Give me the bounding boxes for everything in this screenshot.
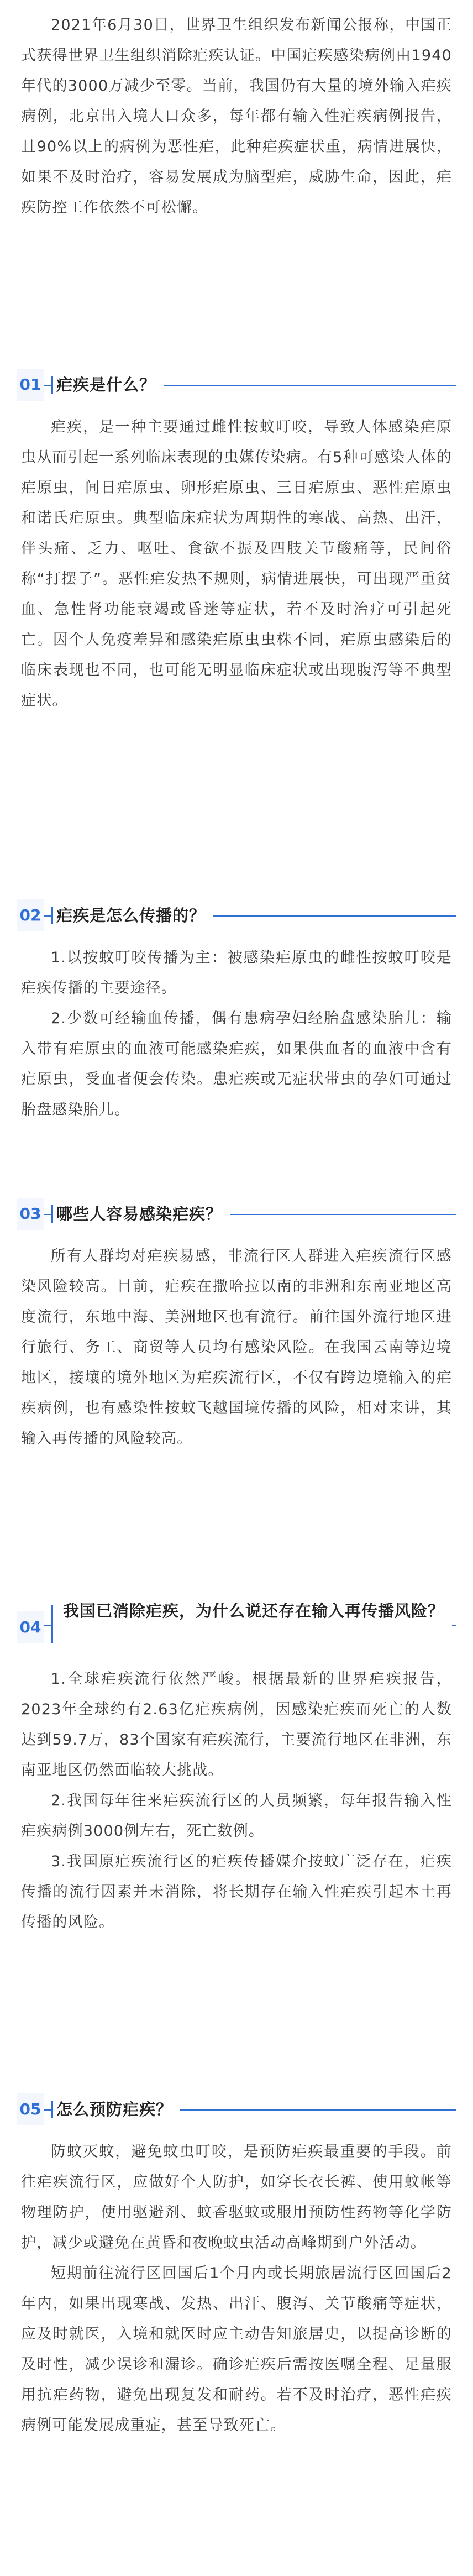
section-header [17,2092,456,2128]
section-paragraph: 1.以按蚊叮咬传播为主：被感染疟原虫的雌性按蚊叮咬是疟疾传播的主要途径。 [21,949,452,997]
section-paragraph: 疟疾，是一种主要通过雌性按蚊叮咬，导致人体感染疟原虫从而引起一系列临床表现的虫媒传染病。有5种可感染人体的疟原虫，间日疟原虫、卵形疟原虫、三日疟原虫、恶性疟原虫和诺氏疟原虫。典型临床症状为周期性的寒战、高热、出汗，伴头痛、乏力、呕吐、食欲不振及四肢关节酸痛等，民间俗称“打摆子”。恶性疟发热不规则，病情进展快，可出现严重贫血、急性肾功能衰竭或昏迷等症状，若不及时治疗可引起死亡。因个人免疫差异和感染疟原虫虫株不同，疟原虫感染后的临床表现也不同，也可能无明显临床症状或出现腹泻等不典型症状。 [21,418,452,709]
section-paragraph: 2.我国每年往来疟疾流行区的人员频繁，每年报告输入性疟疾病例3000例左右，死亡数例。 [21,1792,452,1840]
section-paragraph: 短期前往流行区回国后1个月内或长期旅居流行区回国后2年内，如果出现寒战、发热、出汗、腹泻、关节酸痛等症状，应及时就医，入境和就医时应主动告知旅居史，以提高诊断的及时性，减少误诊和漏诊。确诊疟疾后需按医嘱全程、足量服用抗疟药物，避免出现复发和耐药。若不及时治疗，恶性疟疾病例可能发展成重症，甚至导致死亡。 [21,2265,452,2434]
section-03 [17,1197,456,1447]
section-number: 01 [17,369,44,401]
section-body [21,943,452,1125]
section-number: 04 [17,1611,44,1643]
section-title: 疟疾是什么？ [51,369,164,401]
section-04 [17,1595,456,1931]
section-body [21,1664,452,1938]
section-02 [17,898,456,1118]
section-header [17,1595,456,1657]
section-paragraph: 防蚊灭蚊，避免蚊虫叮咬，是预防疟疾最重要的手段。前往疟疾流行区，应做好个人防护，如穿长衣长裤、使用蚊帐等物理防护，使用驱避剂、蚊香驱蚊或服用预防性药物等化学防护，减少或避免在黄昏和夜晚蚊虫活动高峰期到户外活动。 [21,2143,452,2252]
section-body [21,412,452,716]
section-title: 我国已消除疟疾，为什么说还存在输入再传播风险？ [51,1595,452,1627]
section-title: 疟疾是怎么传播的？ [51,899,213,931]
section-paragraph: 3.我国原疟疾流行区的疟疾传播媒介按蚊广泛存在，疟疾传播的流行因素并未消除，将长期存在输入性疟疾引起本土再传播的风险。 [21,1853,452,1931]
section-01 [17,368,456,709]
section-header [17,898,456,934]
section-paragraph: 2.少数可经输血传播，偶有患病孕妇经胎盘感染胎儿：输入带有疟原虫的血液可能感染疟疾，如果供血者的血液中含有疟原虫，受血者便会传染。患疟疾或无症状带虫的孕妇可通过胎盘感染胎儿。 [21,1010,452,1118]
section-paragraph: 1.全球疟疾流行依然严峻。根据最新的世界疟疾报告，2023年全球约有2.63亿疟疾病例，因感染疟疾而死亡的人数达到59.7万，83个国家有疟疾流行，主要流行地区在非洲，东南亚地区仍然面临较大挑战。 [21,1671,452,1779]
section-title: 哪些人容易感染疟疾？ [51,1198,230,1230]
section-number: 05 [17,2093,44,2125]
intro-paragraph: 2021年6月30日，世界卫生组织发布新闻公报称，中国正式获得世界卫生组织消除疟疾认证。中国疟疾感染病例由1940年代的3000万减少至零。当前，我国仍有大量的境外输入疟疾病例，北京出入境人口众多，每年都有输入性疟疾病例报告，且90%以上的病例为恶性疟，此种疟疾症状重，病情进展快，如果不及时治疗，容易发展成为脑型疟，威胁生命，因此，疟疾防控工作依然不可松懈。 [21,17,452,216]
section-header [17,368,456,403]
section-body [21,1241,452,1454]
section-body [21,2137,452,2441]
section-title: 怎么预防疟疾？ [51,2093,180,2125]
section-paragraph: 所有人群均对疟疾易感，非流行区人群进入疟疾流行区感染风险较高。目前，疟疾在撒哈拉以南的非洲和东南亚地区高度流行，东地中海、美洲地区也有流行。前往国外流行地区进行旅行、务工、商贸等人员均有感染风险。在我国云南等边境地区，接壤的境外地区为疟疾流行区，不仅有跨边境输入的疟疾病例，也有感染性按蚊飞越国境传播的风险，相对来讲，其输入再传播的风险较高。 [21,1248,452,1447]
section-header [17,1197,456,1232]
section-05 [17,2092,456,2434]
section-number: 03 [17,1198,44,1230]
section-number: 02 [17,899,44,931]
